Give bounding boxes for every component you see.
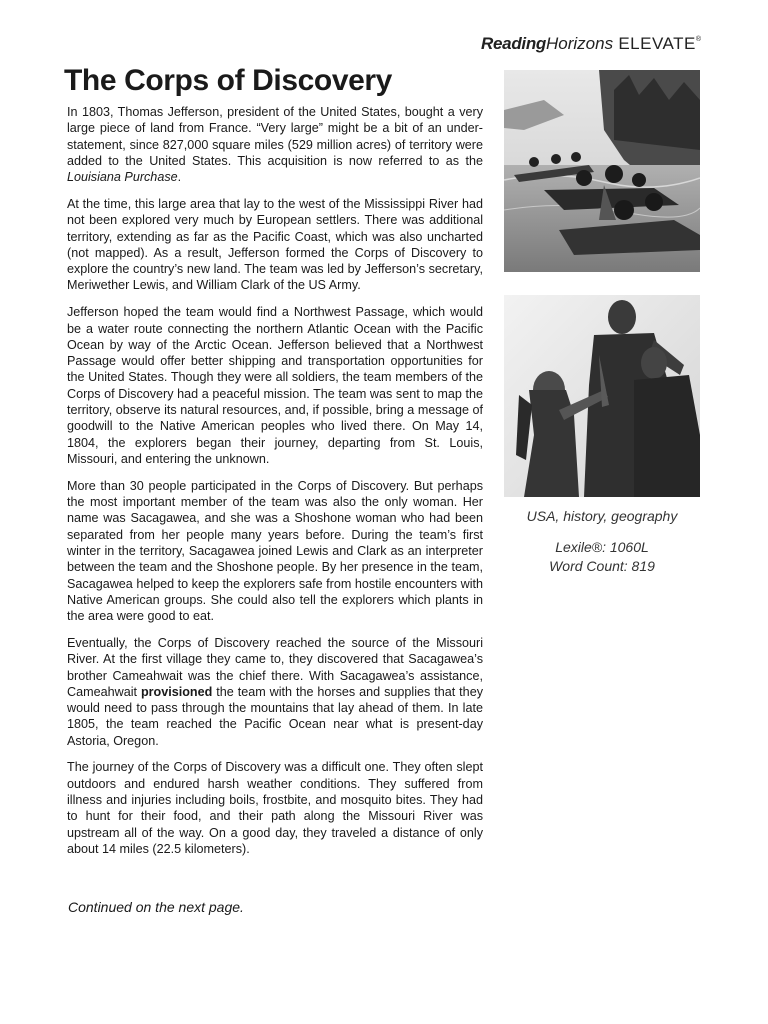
paragraph-5 — [67, 635, 483, 749]
logo-registered-mark: ® — [695, 36, 701, 43]
page-title: The Corps of Discovery — [64, 64, 392, 97]
paragraph-5-end: the team with the horses and supplies that they would need to pass through the mountains that lay ahead of them. In late 1805, the team reached the Pacific Ocean near what is present-day Astoria, Oregon. — [67, 684, 483, 748]
paragraph-4: More than 30 people participated in the Corps of Discovery. But perhaps the most important member of the team was also the only woman. Her name was Sacagawea, and she was a Shoshone woman who had been separated from her people many years before. During the team’s first winter in the territory, Sacagawea joined Lewis and Clark as an interpreter between the team and the Shoshone people. By her presence in the team, Sacagawea helped to keep the explorers safe from hostile encounters with Native American groups. She could also tell the explorers which plants in the area were good to eat. — [67, 478, 483, 624]
topic-tags: USA, history, geography — [526, 508, 678, 524]
paragraph-1-end: . — [177, 170, 182, 185]
word-count: Word Count: 819 — [549, 558, 655, 574]
canoe-expedition-illustration — [504, 70, 700, 272]
paragraph-1 — [67, 104, 483, 185]
paragraph-5-text: Eventually, the Corps of Discovery reached the source of the Missouri River. At the first village they came to, they discovered that Sacagawea’s brother Cameahwait was the chief there. With Sacagawea’s assistance, Cameahwait — [67, 635, 483, 699]
text-metrics — [504, 538, 700, 576]
lewis-clark-sacagawea-statue-photo — [504, 295, 700, 497]
paragraph-3: Jefferson hoped the team would find a Northwest Passage, which would be a water route connecting the northern Atlantic Ocean with the Pacific Ocean by way of the Arctic Ocean. Jefferson believed that a Northwest Passage would offer better shipping and transportation opportunities for the United States. Though they were all soldiers, the team members of the Corps of Discovery had a peaceful mission. The team was sent to map the territory, observe its natural resources, and, if possible, bring a message of goodwill to the Native American peoples who lived there. On May 14, 1804, the explorers began their journey, departing from St. Louis, Missouri, and entering the unknown. — [67, 305, 483, 466]
paragraph-6: The journey of the Corps of Discovery was a difficult one. They often slept outdoors and endured harsh weather conditions. They suffered from illness and injuries including boils, frostbite, and mosquito bites. They had to hunt for their food, and their path along the Missouri River was upstream all of the way. On a good day, they traveled a distance of only about 14 miles (22.5 kilometers). — [67, 760, 483, 856]
continued-note: Continued on the next page. — [68, 899, 244, 915]
paragraph-2: At the time, this large area that lay to the west of the Mississippi River had not been explored very much by European settlers. There was additional territory, extending as far as the Pacific Coast, which was also uncharted (not mapped). As a result, Jefferson formed the Corps of Discovery to explore the country’s new land. The team was led by Jefferson’s secretary, Meriwether Lewis, and William Clark of the US Army. — [67, 196, 483, 293]
logo-elevate: ELEVATE — [613, 34, 696, 53]
paragraph-1-text: In 1803, Thomas Jefferson, president of the United States, bought a very large piece of land from France. “Very large” might be a bit of an under-statement, since 827,000 square miles (529 million acres) of territory were added to the United States. This acquisition is now referred to as the — [67, 105, 483, 168]
article-body — [67, 104, 483, 868]
vocabulary-word-provisioned: provisioned — [140, 684, 213, 699]
logo-horizons: Horizons — [546, 34, 614, 53]
reading-horizons-logo — [481, 34, 701, 54]
lexile-level: Lexile®: 1060L — [555, 539, 649, 555]
logo-reading: Reading — [481, 34, 546, 53]
louisiana-purchase-term: Louisiana Purchase — [67, 170, 178, 185]
